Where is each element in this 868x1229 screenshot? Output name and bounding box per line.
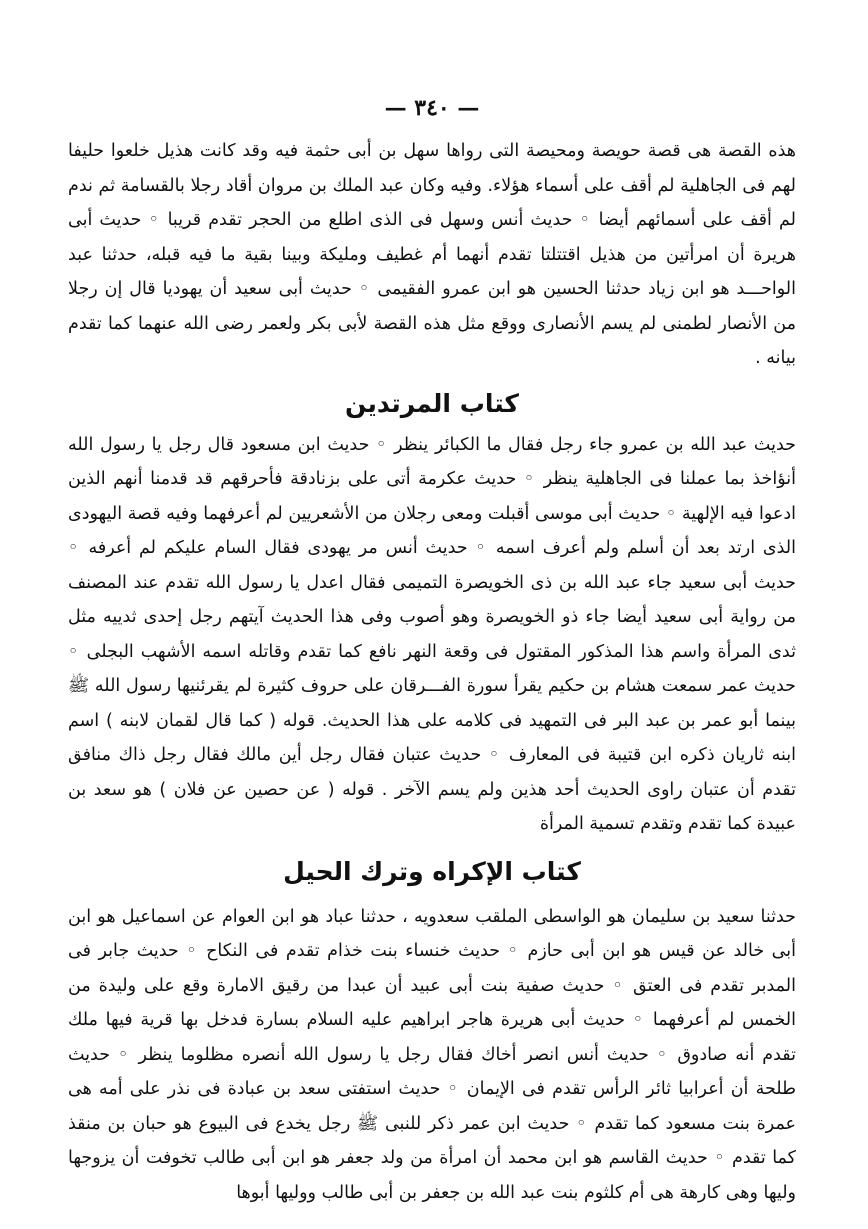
- paragraph-apostates: حديث عبد الله بن عمرو جاء رجل فقال ما الكبائر ينظر ◦ حديث ابن مسعود قال رجل يا رسول الله أنؤاخذ بما عملنا فى الجاهلية ينظر ◦ حديث عكرمة أتى على بزنادقة فأحرقهم قد قدمنا أنهم الذين ادعوا فيه الإلهية ◦ حديث أبى موسى أقبلت ومعى رجلان من الأشعريين لم أعرفهما وفيه قصة اليهودى الذى ارتد بعد أن أسلم ولم أعرف اسمه ◦ حديث أنس مر يهودى فقال السام عليكم لم أعرفه ◦ حديث أبى سعيد جاء عبد الله بن ذى الخويصرة التميمى فقال اعدل يا رسول الله تقدم عند المصنف من رواية أبى سعيد أيضا جاء ذو الخويصرة وهو أصوب وفى هذا الحديث آيتهم رجل إحدى ثدييه مثل ثدى المرأة واسم هذا المذكور المقتول فى وقعة النهر نافع كما تقدم وقاتله اسمه الأشهب البجلى ◦ حديث عمر سمعت هشام بن حكيم يقرأ سورة الفـــرقان على حروف كثيرة لم يقرئنيها رسول الله ﷺ بينما أبو عمر بن عبد البر فى التمهيد فى كلامه على هذا الحديث. قوله ( كما قال لقمان لابنه ) اسم ابنه ثاريان ذكره ابن قتيبة فى المعارف ◦ حديث عتبان فقال رجل أين مالك فقال رجل ذاك منافق تقدم أن عتبان راوى الحديث أحد هذين ولم يسم الآخر . قوله ( عن حصين عن فلان ) هو سعد بن عبيدة كما تقدم وتقدم تسمية المرأة: [68, 434, 796, 834]
- page-number: — ٣٤٠ —: [384, 95, 480, 121]
- paragraph-intro: هذه القصة هى قصة حويصة ومحيصة التى رواها سهل بن أبى حثمة فيه وقد كانت هذيل خلعوا حليفا لهم فى الجاهلية لم أقف على أسماء هؤلاء. وفيه وكان عبد الملك بن مروان أقاد رجلا بالقسامة ثم ندم لم أقف على أسمائهم أيضا ◦ حديث أنس وسهل فى الذى اطلع من الحجر تقدم قريبا ◦ حديث أبى هريرة أن امرأتين من هذيل اقتتلتا تقدم أنهما أم غطيف ومليكة وبينا بقية ما فيه قبله، حدثنا عبد الواحـــد هو ابن زياد حدثنا الحسين هو ابن عمرو الفقيمى ◦ حديث أبى سعيد أن يهوديا قال إن رجلا من الأنصار لطمنى لم يسم الأنصارى ووقع مثل هذه القصة لأبى بكر ولعمر رضى الله عنهما كما تقدم بيانه .: [68, 141, 796, 368]
- section-heading-apostates: كتاب المرتدين: [345, 388, 519, 418]
- paragraph-coercion: حدثنا سعيد بن سليمان هو الواسطى الملقب سعدويه ، حدثنا عباد هو ابن العوام عن اسماعيل هو ابن أبى خالد عن قيس هو ابن أبى حازم ◦ حديث خنساء بنت خذام تقدم فى النكاح ◦ حديث جابر فى المدبر تقدم فى العتق ◦ حديث صفية بنت أبى عبيد أن عبدا من رقيق الامارة وقع على وليدة من الخمس لم أعرفهما ◦ حديث أبى هريرة هاجر ابراهيم عليه السلام بسارة فدخل بها قرية فيها ملك تقدم أنه صادوق ◦ حديث أنس انصر أخاك فقال رجل يا رسول الله أنصره مظلوما ينظر ◦ حديث طلحة أن أعرابيا ثائر الرأس تقدم فى الإيمان ◦ حديث استفتى سعد بن عبادة فى نذر على أمه هى عمرة بنت مسعود كما تقدم ◦ حديث ابن عمر ذكر للنبى ﷺ رجل يخدع فى البيوع هو حبان بن منقذ كما تقدم ◦ حديث القاسم هو ابن محمد أن امرأة من ولد جعفر هو ابن أبى طالب تخوفت أن يزوجها وليها وهى كارهة هى أم كلثوم بنت عبد الله بن جعفر بن أبى طالب ووليها أبوها: [68, 906, 796, 1203]
- section-heading-coercion: كتاب الإكراه وترك الحيل: [283, 856, 581, 886]
